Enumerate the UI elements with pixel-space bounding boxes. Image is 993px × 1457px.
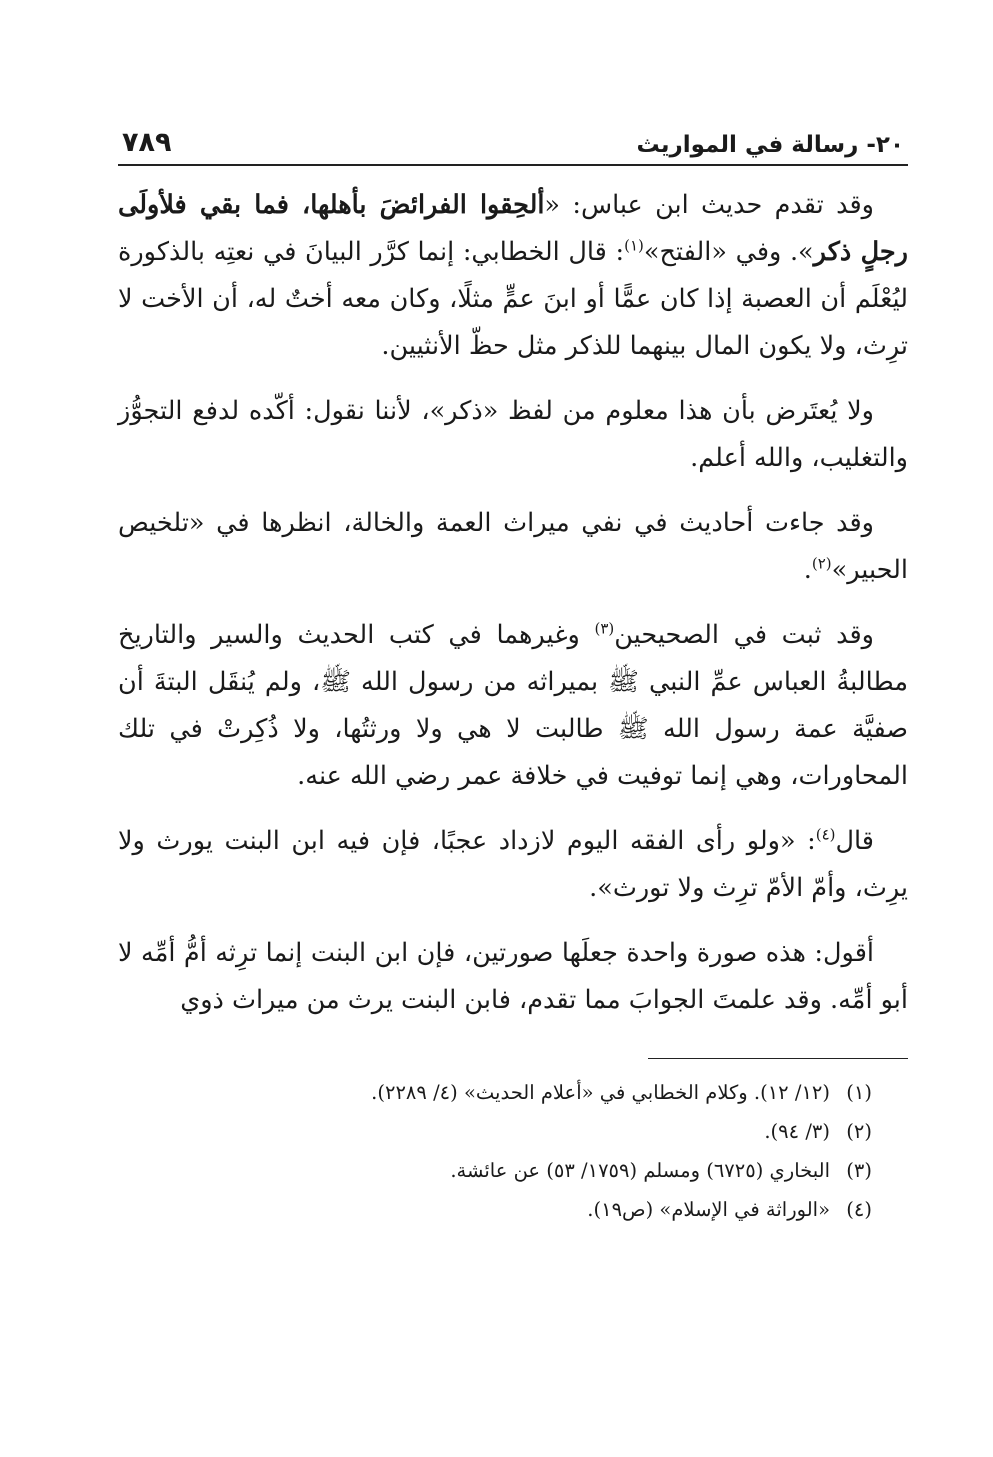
footnote-2 (118, 1112, 908, 1151)
paragraph-1-source: ». وفي «الفتح» (643, 237, 814, 267)
paragraph-1-body: : قال الخطابي: إنما كرَّر البيانَ في نعتِه بالذكورة ليُعْلَم أن العصبة إذا كان عمًّا أو ابنَ عمٍّ مثلًا، وكان معه أختٌ له، أن الأخت لا ترِث، ولا يكون المال بينهما للذكر مثل حظّ الأنثيين. (118, 237, 908, 361)
footnote-number: (١) (846, 1081, 872, 1104)
paragraph-3 (118, 500, 908, 594)
paragraph-5-intro: قال (835, 826, 874, 856)
footnote-3 (118, 1151, 908, 1190)
footnote-text: (٣/ ٩٤). (764, 1120, 830, 1143)
footnote-text: «الوراثة في الإسلام» (ص١٩). (587, 1198, 830, 1221)
paragraph-4-body: وغيرهما في كتب الحديث والسير والتاريخ مطالبةُ العباس عمِّ النبي ﷺ بميراثه من رسول الله ﷺ، ولم يُنقَل البتةَ أن صفيَّة عمة رسول الله ﷺ طالبت لا هي ولا ورثتُها، ولا ذُكِرتْ في تلك المحاورات، وهي إنما توفيت في خلافة عمر رضي الله عنه. (118, 620, 908, 791)
footnote-number: (٤) (846, 1198, 872, 1221)
paragraph-5 (118, 818, 908, 912)
paragraph-5-body: : «ولو رأى الفقه اليوم لازداد عجبًا، فإن فيه ابن البنت يورث ولا يرِث، وأمّ الأمّ ترِث ولا تورث». (118, 826, 908, 903)
paragraph-6 (118, 930, 908, 1024)
footnote-1 (118, 1073, 908, 1112)
hadith-quote: ألحِقوا الفرائضَ بأهلها، فما بقي فلأولَى رجلٍ ذكر (118, 190, 908, 267)
paragraph-3-end: . (803, 555, 812, 585)
page-number: ٧٨٩ (122, 127, 172, 158)
footnote-divider (648, 1058, 908, 1059)
footnote-ref-3[interactable]: (٣) (594, 619, 615, 638)
footnote-ref-2[interactable]: (٢) (811, 554, 832, 573)
paragraph-6-body: أقول: هذه صورة واحدة جعلَها صورتين، فإن ابن البنت إنما ترِثه أمُّ أمِّه لا أبو أمِّه. وقد علمتَ الجوابَ مما تقدم، فابن البنت يرث من ميراث ذوي (118, 938, 908, 1015)
paragraph-1 (118, 182, 908, 370)
paragraph-2-body: ولا يُعتَرض بأن هذا معلوم من لفظ «ذكر»، لأننا نقول: أكّده لدفع التجوُّز والتغليب، والله أعلم. (118, 396, 908, 473)
paragraph-4 (118, 612, 908, 800)
footnote-text: (١٢/ ١٢). وكلام الخطابي في «أعلام الحديث» (٤/ ٢٢٨٩). (371, 1081, 830, 1104)
footnote-text: البخاري (٦٧٢٥) ومسلم (١٧٥٩/ ٥٣) عن عائشة. (450, 1159, 830, 1182)
footnote-ref-1[interactable]: (١) (624, 236, 644, 255)
paragraph-3-body: وقد جاءت أحاديث في نفي ميراث العمة والخالة، انظرها في «تلخيص الحبير» (118, 508, 908, 585)
footnote-number: (٣) (846, 1159, 872, 1182)
footnotes (118, 1073, 908, 1229)
chapter-title: ٢٠- رسالة في المواريث (636, 132, 904, 158)
page-header (118, 120, 908, 166)
footnote-number: (٢) (846, 1120, 872, 1143)
main-text (118, 182, 908, 1024)
book-page (118, 120, 908, 1380)
paragraph-2 (118, 388, 908, 482)
paragraph-4-intro: وقد ثبت في الصحيحين (614, 620, 874, 650)
footnote-ref-4[interactable]: (٤) (815, 825, 836, 844)
paragraph-1-intro: وقد تقدم حديث ابن عباس: « (544, 190, 874, 220)
footnote-4 (118, 1190, 908, 1229)
